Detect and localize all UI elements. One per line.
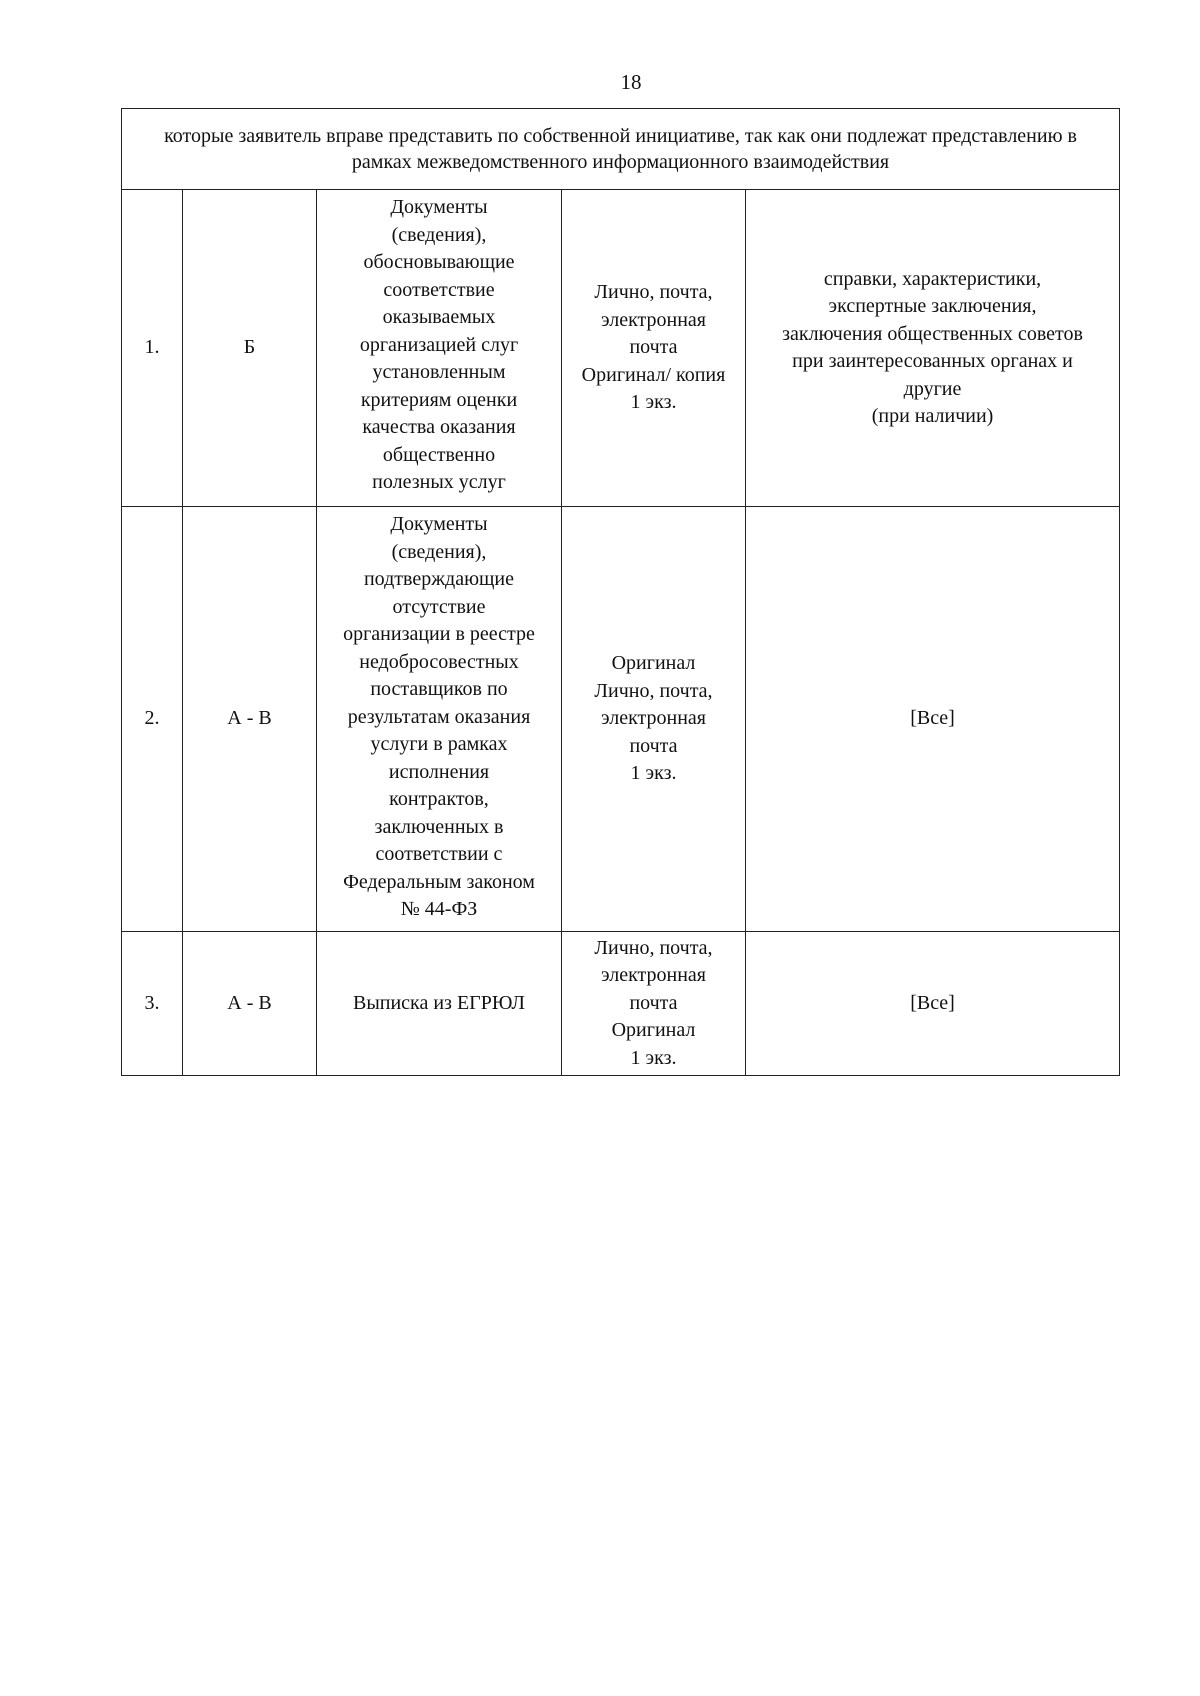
row-number: 1. xyxy=(122,190,183,507)
row-submission: Лично, почта, электронная почта Оригинал/ копия 1 экз. xyxy=(562,190,746,507)
table-row xyxy=(122,932,1120,1076)
row-note: [Все] xyxy=(746,932,1120,1076)
row-category: Б xyxy=(183,190,317,507)
documents-table xyxy=(121,108,1120,1076)
table-caption-row xyxy=(122,109,1120,190)
row-category: А - В xyxy=(183,932,317,1076)
row-note: справки, характеристики, экспертные заключения, заключения общественных советов при заинтересованных органах и другие (при наличии) xyxy=(746,190,1120,507)
page-number: 18 xyxy=(620,70,642,94)
row-document: Документы (сведения), подтверждающие отсутствие организации в реестре недобросовестных поставщиков по результатам оказания услуги в рамках исполнения контрактов, заключенных в соответствии с Федеральным законом № 44-ФЗ xyxy=(317,507,562,932)
table-row xyxy=(122,190,1120,507)
row-document: Выписка из ЕГРЮЛ xyxy=(317,932,562,1076)
row-submission: Оригинал Лично, почта, электронная почта 1 экз. xyxy=(562,507,746,932)
row-category: А - В xyxy=(183,507,317,932)
table-row xyxy=(122,507,1120,932)
row-number: 3. xyxy=(122,932,183,1076)
row-submission: Лично, почта, электронная почта Оригинал 1 экз. xyxy=(562,932,746,1076)
row-number: 2. xyxy=(122,507,183,932)
row-document: Документы (сведения), обосновывающие соответствие оказываемых организацией слуг установленным критериям оценки качества оказания общественно полезных услуг xyxy=(317,190,562,507)
row-note: [Все] xyxy=(746,507,1120,932)
table-caption: которые заявитель вправе представить по собственной инициативе, так как они подлежат представлению в рамках межведомственного информационного взаимодействия xyxy=(122,109,1120,190)
